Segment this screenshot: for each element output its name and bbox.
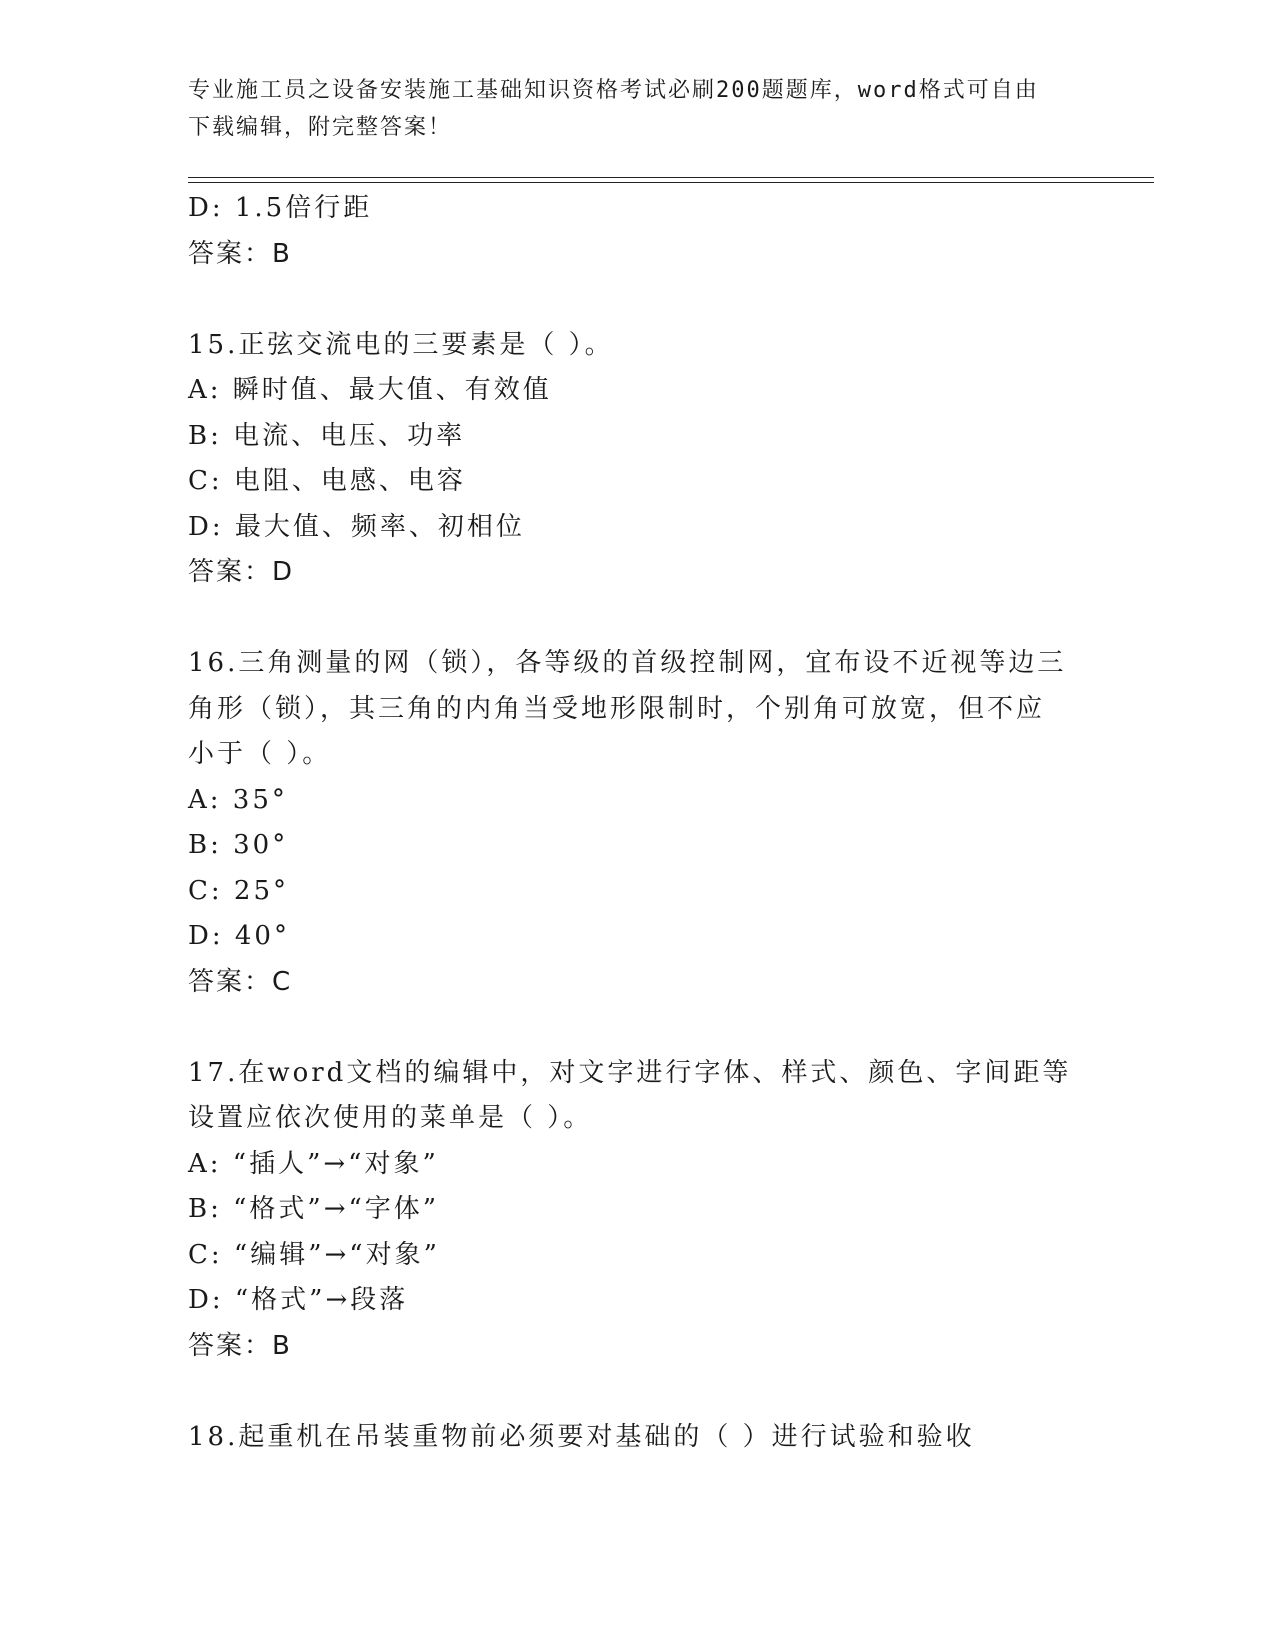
q17-stem-line-1: 17.在word文档的编辑中，对文字进行字体、样式、颜色、字间距等 [188,1057,1072,1088]
q15-option-b: B: 电流、电压、功率 [188,420,466,451]
question-18 [188,1415,1088,1461]
question-body [188,186,1088,1460]
q16-answer: 答案：C [188,966,293,997]
q15-stem: 15.正弦交流电的三要素是（ ）。 [188,329,614,360]
q16-option-b: B: 30° [188,830,289,860]
header-title-line-2: 下载编辑，附完整答案！ [188,115,453,140]
spacer [188,277,1088,323]
q15-option-c: C: 电阻、电感、电容 [188,466,466,496]
q17-option-b: B: “格式”→“字体” [188,1194,440,1224]
header-divider-top [188,177,1154,178]
spacer [188,596,1088,642]
q16-option-a: A: 35° [188,784,288,815]
q15-option-a: A: 瞬时值、最大值、有效值 [188,375,552,405]
prev-option-d: D: 1.5倍行距 [188,193,373,223]
q17-option-c: C: “编辑”→“对象” [188,1239,440,1270]
q16-stem-line-2: 角形（锁），其三角的内角当受地形限制时，个别角可放宽，但不应 [188,693,1046,724]
spacer [188,1369,1088,1415]
q17-option-d: D: “格式”→段落 [188,1285,409,1315]
document-header [188,72,1068,146]
spacer [188,1005,1088,1051]
header-title-line-1: 专业施工员之设备安装施工基础知识资格考试必刷200题题库，word格式可自由 [188,78,1039,103]
q15-answer: 答案：D [188,557,295,587]
question-17 [188,1051,1088,1370]
q16-stem-line-1: 16.三角测量的网（锁），各等级的首级控制网，宜布设不近视等边三 [188,648,1067,678]
q15-option-d: D: 最大值、频率、初相位 [188,511,525,542]
q16-stem-line-3: 小于（ ）。 [188,739,332,769]
header-divider-bottom [188,182,1154,183]
q18-stem: 18.起重机在吊装重物前必须要对基础的（ ）进行试验和验收 [188,1421,975,1452]
q16-option-d: D: 40° [188,921,290,951]
question-16 [188,641,1088,1005]
q16-option-c: C: 25° [188,875,290,906]
prev-answer: 答案：B [188,238,292,269]
q17-answer: 答案：B [188,1330,292,1361]
question-15 [188,323,1088,596]
q17-stem-line-2: 设置应依次使用的菜单是（ ）。 [188,1103,593,1133]
q17-option-a: A: “插人”→“对象” [188,1148,439,1179]
